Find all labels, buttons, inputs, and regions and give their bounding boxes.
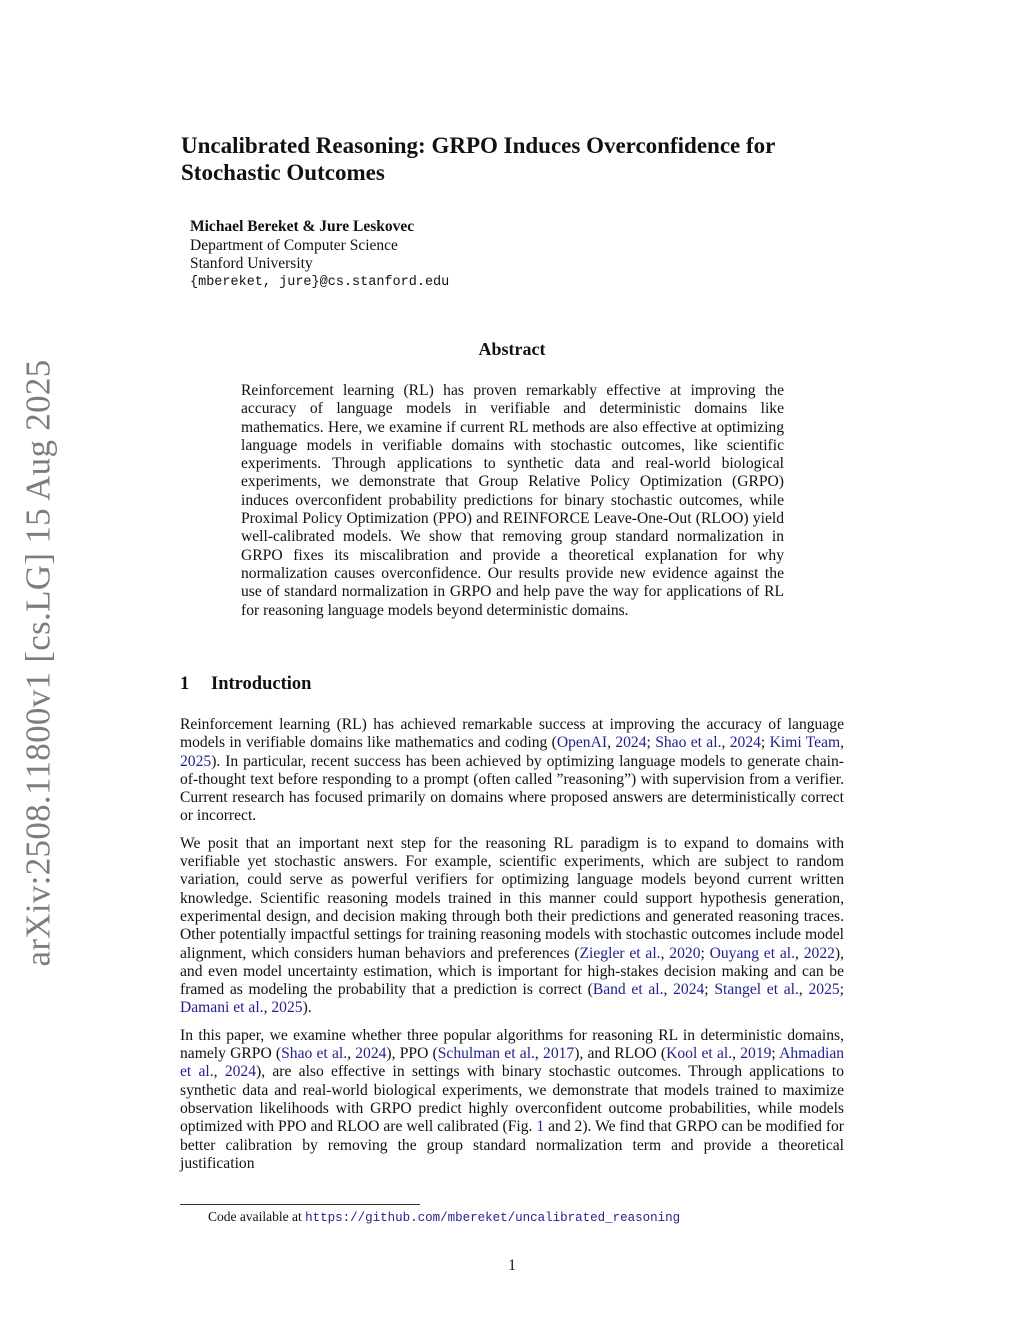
citation-link[interactable]: 2024 <box>615 734 647 752</box>
abstract-heading: Abstract <box>478 339 546 359</box>
citation-link[interactable]: Damani et al. <box>180 999 264 1017</box>
footnote-text: Code available at <box>208 1209 306 1224</box>
paragraph-text: , <box>607 734 616 752</box>
citation-link[interactable]: OpenAI <box>556 734 608 752</box>
citation-link[interactable]: 2025 <box>808 981 840 999</box>
paragraph-text: , <box>263 999 272 1017</box>
citation-link[interactable]: Shao et al. <box>281 1045 348 1063</box>
citation-link[interactable]: 2019 <box>740 1045 772 1063</box>
citation-link[interactable]: 2022 <box>803 944 835 962</box>
paragraph-text: , <box>795 944 804 962</box>
author-names: Michael Bereket & Jure Leskovec <box>190 218 415 235</box>
section-heading <box>180 674 311 695</box>
citation-link[interactable]: Ziegler et al. <box>579 944 661 962</box>
citation-link[interactable]: Ahmadian et al. <box>180 1045 845 1081</box>
citation-link[interactable]: 2024 <box>729 734 761 752</box>
citation-link[interactable]: 2025 <box>271 999 303 1017</box>
paragraph-text: , <box>663 981 674 999</box>
paragraph <box>180 716 844 826</box>
paragraph-text: , <box>347 1045 356 1063</box>
paragraph-text: ). <box>302 999 312 1017</box>
code-link[interactable]: https://github.com/mbereket/uncalibrated_reasoning <box>305 1211 681 1225</box>
paragraph-text: , <box>840 734 845 752</box>
paragraph-text: ), are also effective in settings with binary stochastic outcomes. Through applications to synthetic data and real-world biological experiments, we demonstrate that models trained to maximize observation likelihoods with GRPO predict highly overconfident outcome probabilities, while models optimized with PPO and RLOO are well calibrated (Fig. <box>180 1063 844 1136</box>
paragraph <box>180 835 844 1018</box>
paragraph-text: ; <box>771 1045 780 1063</box>
citation-link[interactable]: 2024 <box>355 1045 387 1063</box>
arxiv-identifier <box>8 359 68 966</box>
paragraph-text: , <box>213 1063 225 1081</box>
citation-link[interactable]: Band et al. <box>592 981 664 999</box>
paragraph-text: ), and even model uncertainty estimation, which is important for high-stakes decision making and can be framed as modeling the probability that a prediction is correct ( <box>180 944 845 999</box>
paragraph-text: ; <box>839 981 845 999</box>
citation-link[interactable]: 2024 <box>673 981 705 999</box>
paragraph-text: , <box>534 1045 544 1063</box>
footnote-divider <box>180 1204 420 1205</box>
citation-link[interactable]: Kool et al. <box>666 1045 733 1063</box>
citation-link[interactable]: Stangel et al. <box>714 981 799 999</box>
citation-link[interactable]: 2025 <box>180 752 212 770</box>
paragraph-text: We posit that an important next step for the reasoning RL paradigm is to expand to domains with verifiable yet stochastic answers. For example, scientific experiments, which are subject to random variation, could serve as powerful verifiers for optimizing language models beyond current written knowledge. Scientific reasoning models trained in this manner could support hypothesis generation, experimental design, and decision making through both their predictions and generated reasoning traces. Other potentially impactful settings for training reasoning models with stochastic outcomes include model alignment, which considers human behaviors and preferences ( <box>180 834 844 962</box>
paragraph-text: , <box>798 981 809 999</box>
paragraph-text: ; <box>760 734 770 752</box>
paragraph-text: ; <box>700 944 710 962</box>
footnote <box>208 1209 680 1226</box>
section-number: 1 <box>180 674 190 694</box>
page-number: 1 <box>508 1257 516 1274</box>
section-title: Introduction <box>211 674 312 694</box>
citation-link[interactable]: 2020 <box>669 944 701 962</box>
paragraph-text: ). In particular, recent success has been achieved by optimizing language models to generate chain-of-thought text before responding to a prompt (often called ”reasoning”) with supervision from a verifier. Current research has focused primarily on domains where proposed answers are deterministically correct or incorrect. <box>180 752 844 825</box>
paragraph-text: , <box>660 944 670 962</box>
introduction-body <box>180 716 844 1182</box>
arxiv-identifier-text: arXiv:2508.11800v1 [cs.LG] 15 Aug 2025 <box>18 359 58 966</box>
author-email: {mbereket, jure}@cs.stanford.edu <box>190 274 450 290</box>
paragraph-text: ; <box>704 981 715 999</box>
paragraph-text: and 2). We find that GRPO can be modified for better calibration by removing the group standard normalization term and provide a theoretical justification <box>180 1118 845 1172</box>
citation-link[interactable]: Shao et al. <box>655 734 722 752</box>
paragraph-text: , <box>721 734 730 752</box>
citation-link[interactable]: 1 <box>536 1118 545 1136</box>
paragraph-text: ), and RLOO ( <box>574 1045 667 1063</box>
paragraph-text: In this paper, we examine whether three popular algorithms for reasoning RL in deterministic domains, namely GRPO ( <box>180 1026 844 1063</box>
paragraph <box>180 1027 844 1173</box>
citation-link[interactable]: 2024 <box>224 1063 257 1081</box>
author-block <box>190 218 449 292</box>
paragraph-text: ), PPO ( <box>386 1045 438 1063</box>
citation-link[interactable]: 2017 <box>543 1045 575 1063</box>
paper-title: Uncalibrated Reasoning: GRPO Induces Overconfidence for Stochastic Outcomes <box>181 133 775 185</box>
citation-link[interactable]: Schulman et al. <box>437 1045 535 1063</box>
citation-link[interactable]: Ouyang et al. <box>709 944 796 962</box>
paragraph-text: , <box>732 1045 741 1063</box>
citation-link[interactable]: Kimi Team <box>769 734 841 752</box>
author-department: Department of Computer Science <box>190 236 398 254</box>
paragraph-text: Reinforcement learning (RL) has achieved remarkable success at improving the accuracy of language models in verifiable domains like mathematics and coding ( <box>180 716 844 752</box>
paragraph-text: ; <box>646 734 656 752</box>
abstract-text: Reinforcement learning (RL) has proven remarkably effective at improving the accuracy of language models in verifiable and deterministic domains like mathematics. Here, we examine if current RL methods are also effective at optimizing language models in verifiable domains with stochastic outcomes, like scientific experiments. Through applications to synthetic data and real-world biological experiments, we demonstrate that Group Relative Policy Optimization (GRPO) induces overconfident probability predictions for binary stochastic outcomes, while Proximal Policy Optimization (PPO) and REINFORCE Leave-One-Out (RLOO) yield well-calibrated models. We show that removing group standard normalization in GRPO fixes its miscalibration and provide a theoretical explanation for why normalization causes overconfidence. Our results provide new evidence against the use of standard normalization in GRPO and help pave the way for applications of RL for reasoning language models beyond deterministic domains. <box>241 382 784 619</box>
author-university: Stanford University <box>190 255 313 272</box>
